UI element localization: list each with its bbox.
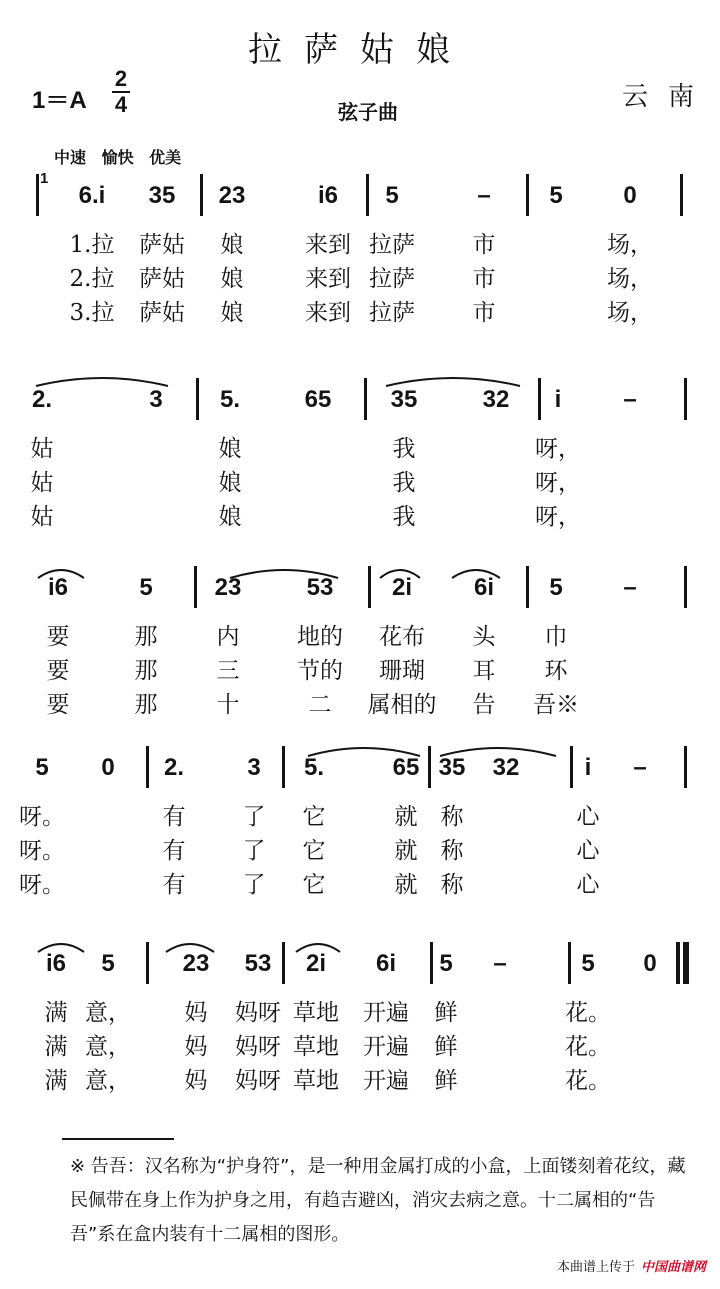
lyric-syllable: 场， <box>607 266 653 292</box>
lyric-syllable: 它 <box>302 804 326 830</box>
lyric-syllable: 心 <box>576 838 600 864</box>
lyric-syllable: 娘 <box>220 232 244 258</box>
anacrusis-mark: 1 <box>40 170 49 187</box>
note-group: 2. <box>31 386 53 413</box>
lyric-syllable: 市 <box>472 266 496 292</box>
lyric-syllable: 要 <box>46 658 70 684</box>
lyric-syllable: 称 <box>440 804 464 830</box>
note-group: 0 <box>101 754 115 781</box>
lyric-syllable: 妈呀 <box>235 1000 281 1026</box>
lyric-syllable: 姑 <box>30 470 54 496</box>
lyric-syllable: 呀。 <box>19 872 65 898</box>
slur <box>36 378 168 386</box>
time-sig-top: 2 <box>114 66 128 91</box>
lyric-syllable: 十 <box>216 692 240 718</box>
note-group: i6 <box>317 182 339 209</box>
lyric-syllable: 我 <box>392 504 416 530</box>
note-group: i <box>584 754 592 781</box>
lyric-syllable: 场， <box>607 232 653 258</box>
lyric-syllable: 心 <box>576 804 600 830</box>
lyric-syllable: 场， <box>607 300 653 326</box>
footnote: ※ 告吾：汉名称为“护身符”，是一种用金属打成的小盒，上面镂刻着花纹，藏民佩带在身上作为护身之用，有趋吉避凶，消灾去病之意。十二属相的“告吾”系在盒内装有十二属相的图形。 <box>70 1156 686 1245</box>
lyric-syllable: 意， <box>85 1068 131 1094</box>
lyric-syllable: 草地 <box>293 1034 339 1060</box>
note-group: 5. <box>303 754 325 781</box>
bar-line <box>568 942 571 984</box>
bar-line <box>366 174 369 216</box>
origin-region: 云南 <box>622 82 715 112</box>
genre-subtitle: 弦子曲 <box>338 100 398 124</box>
note-group: 23 <box>182 950 210 977</box>
bar-line <box>368 566 371 608</box>
lyric-syllable: 它 <box>302 872 326 898</box>
lyric-syllable: 巾 <box>544 624 568 650</box>
bar-line <box>430 942 433 984</box>
bar-line <box>282 942 285 984</box>
bar-line <box>570 746 573 788</box>
lyric-syllable: 鲜 <box>434 1034 458 1060</box>
lyric-syllable: 拉萨 <box>369 300 415 326</box>
note-group: 65 <box>392 754 420 781</box>
note-group: 32 <box>482 386 510 413</box>
note-group: 6i <box>375 950 397 977</box>
time-sig-bottom: 4 <box>114 92 128 117</box>
lyric-syllable: 娘 <box>220 300 244 326</box>
footnote-divider <box>62 1138 174 1140</box>
lyric-syllable: 了 <box>242 838 266 864</box>
note-group: 2. <box>163 754 185 781</box>
bar-line <box>146 942 149 984</box>
lyric-syllable: 2.拉 <box>69 266 115 292</box>
lyric-syllable: 满 <box>44 1034 68 1060</box>
note-group: 0 <box>623 182 637 209</box>
lyric-syllable: 妈 <box>184 1034 208 1060</box>
lyric-syllable: 三 <box>216 658 240 684</box>
slur <box>386 378 520 386</box>
lyric-syllable: 了 <box>242 804 266 830</box>
note-group: i <box>554 386 562 413</box>
note-group: 35 <box>390 386 418 413</box>
note-group: 32 <box>492 754 520 781</box>
lyric-syllable: 呀， <box>535 436 581 462</box>
note-group: – <box>623 386 637 413</box>
lyric-syllable: 吾※ <box>533 692 579 718</box>
lyric-syllable: 有 <box>162 838 186 864</box>
note-group: i6 <box>45 950 67 977</box>
lyric-syllable: 市 <box>472 232 496 258</box>
lyric-syllable: 环 <box>544 658 568 684</box>
lyric-syllable: 娘 <box>218 504 242 530</box>
note-group: – <box>633 754 647 781</box>
lyric-syllable: 开遍 <box>363 1000 409 1026</box>
song-title: 拉萨姑娘 <box>248 30 472 70</box>
lyric-syllable: 来到 <box>305 232 351 258</box>
lyric-syllable: 花。 <box>565 1068 611 1094</box>
note-group: 23 <box>218 182 246 209</box>
note-group: 5 <box>385 182 399 209</box>
lyric-syllable: 市 <box>472 300 496 326</box>
lyric-syllable: 就 <box>394 804 418 830</box>
lyric-syllable: 呀， <box>535 470 581 496</box>
lyric-syllable: 了 <box>242 872 266 898</box>
note-group: 53 <box>306 574 334 601</box>
note-group: 65 <box>304 386 332 413</box>
note-group: 5 <box>439 950 453 977</box>
note-group: 2i <box>391 574 413 601</box>
bar-line <box>146 746 149 788</box>
note-group: 5 <box>549 574 563 601</box>
lyric-syllable: 妈 <box>184 1068 208 1094</box>
lyric-syllable: 告 <box>472 692 496 718</box>
lyric-syllable: 珊瑚 <box>379 658 425 684</box>
note-group: – <box>493 950 507 977</box>
lyric-syllable: 呀。 <box>19 838 65 864</box>
site-logo[interactable]: 中国曲谱网 <box>640 1260 706 1275</box>
bar-line <box>36 174 39 216</box>
bar-line <box>282 746 285 788</box>
note-group: 5 <box>35 754 49 781</box>
lyric-syllable: 内 <box>216 624 240 650</box>
time-signature <box>112 68 130 116</box>
bar-line <box>684 378 687 420</box>
lyric-syllable: 萨姑 <box>139 232 185 258</box>
bar-line <box>200 174 203 216</box>
note-group: 5. <box>219 386 241 413</box>
lyric-syllable: 要 <box>46 692 70 718</box>
lyric-syllable: 花。 <box>565 1034 611 1060</box>
lyric-syllable: 那 <box>134 692 158 718</box>
note-group: 2i <box>305 950 327 977</box>
lyric-syllable: 3.拉 <box>69 300 115 326</box>
lyric-syllable: 娘 <box>218 436 242 462</box>
note-group: 5 <box>581 950 595 977</box>
lyric-syllable: 1.拉 <box>69 232 115 258</box>
lyric-syllable: 娘 <box>220 266 244 292</box>
lyric-syllable: 妈呀 <box>235 1068 281 1094</box>
lyric-syllable: 呀。 <box>19 804 65 830</box>
note-group: 6.i <box>78 182 106 209</box>
lyric-syllable: 就 <box>394 838 418 864</box>
lyric-syllable: 节的 <box>297 658 343 684</box>
note-group: 35 <box>438 754 466 781</box>
note-group: 3 <box>247 754 261 781</box>
lyric-syllable: 开遍 <box>363 1068 409 1094</box>
lyric-syllable: 地的 <box>297 624 343 650</box>
lyric-syllable: 呀， <box>535 504 581 530</box>
lyric-syllable: 二 <box>308 692 332 718</box>
lyric-syllable: 称 <box>440 872 464 898</box>
footer-credit <box>557 1256 706 1275</box>
lyric-syllable: 鲜 <box>434 1000 458 1026</box>
note-group: 6i <box>473 574 495 601</box>
lyric-syllable: 耳 <box>472 658 496 684</box>
bar-line <box>680 942 689 984</box>
lyric-syllable: 有 <box>162 872 186 898</box>
note-group: 35 <box>148 182 176 209</box>
lyric-syllable: 来到 <box>305 266 351 292</box>
lyric-syllable: 妈 <box>184 1000 208 1026</box>
lyric-syllable: 草地 <box>293 1068 339 1094</box>
key-signature: 1＝A <box>32 87 87 114</box>
lyric-syllable: 拉萨 <box>369 266 415 292</box>
lyric-syllable: 头 <box>472 624 496 650</box>
lyric-syllable: 拉萨 <box>369 232 415 258</box>
tempo-marking: 中速 愉快 优美 <box>54 148 182 167</box>
bar-line <box>194 566 197 608</box>
note-group: 5 <box>549 182 563 209</box>
bar-line <box>538 378 541 420</box>
lyric-syllable: 萨姑 <box>139 300 185 326</box>
footer-text: 本曲谱上传于 <box>556 1260 635 1275</box>
lyric-syllable: 花。 <box>565 1000 611 1026</box>
note-group: i6 <box>47 574 69 601</box>
note-group: 3 <box>149 386 163 413</box>
lyric-syllable: 称 <box>440 838 464 864</box>
lyric-syllable: 那 <box>134 658 158 684</box>
note-group: 5 <box>139 574 153 601</box>
note-group: – <box>477 182 491 209</box>
note-group: 23 <box>214 574 242 601</box>
bar-line <box>428 746 431 788</box>
lyric-syllable: 花布 <box>379 624 425 650</box>
lyric-syllable: 有 <box>162 804 186 830</box>
bar-line <box>196 378 199 420</box>
bar-line <box>526 174 529 216</box>
lyric-syllable: 草地 <box>293 1000 339 1026</box>
lyric-syllable: 它 <box>302 838 326 864</box>
bar-line <box>684 566 687 608</box>
lyric-syllable: 满 <box>44 1000 68 1026</box>
lyric-syllable: 萨姑 <box>139 266 185 292</box>
lyric-syllable: 心 <box>576 872 600 898</box>
lyric-syllable: 姑 <box>30 436 54 462</box>
bar-line <box>680 174 683 216</box>
bar-line <box>526 566 529 608</box>
lyric-syllable: 来到 <box>305 300 351 326</box>
bar-line <box>364 378 367 420</box>
lyric-syllable: 姑 <box>30 504 54 530</box>
lyric-syllable: 鲜 <box>434 1068 458 1094</box>
note-group: 5 <box>101 950 115 977</box>
bar-line <box>684 746 687 788</box>
lyric-syllable: 满 <box>44 1068 68 1094</box>
lyric-syllable: 娘 <box>218 470 242 496</box>
lyric-syllable: 那 <box>134 624 158 650</box>
lyric-syllable: 开遍 <box>363 1034 409 1060</box>
lyric-syllable: 意， <box>85 1034 131 1060</box>
lyric-syllable: 要 <box>46 624 70 650</box>
lyric-syllable: 我 <box>392 436 416 462</box>
note-group: – <box>623 574 637 601</box>
note-group: 0 <box>643 950 657 977</box>
lyric-syllable: 我 <box>392 470 416 496</box>
lyric-syllable: 意， <box>85 1000 131 1026</box>
lyric-syllable: 就 <box>394 872 418 898</box>
lyric-syllable: 妈呀 <box>235 1034 281 1060</box>
lyric-syllable: 属相的 <box>367 692 437 718</box>
note-group: 53 <box>244 950 272 977</box>
